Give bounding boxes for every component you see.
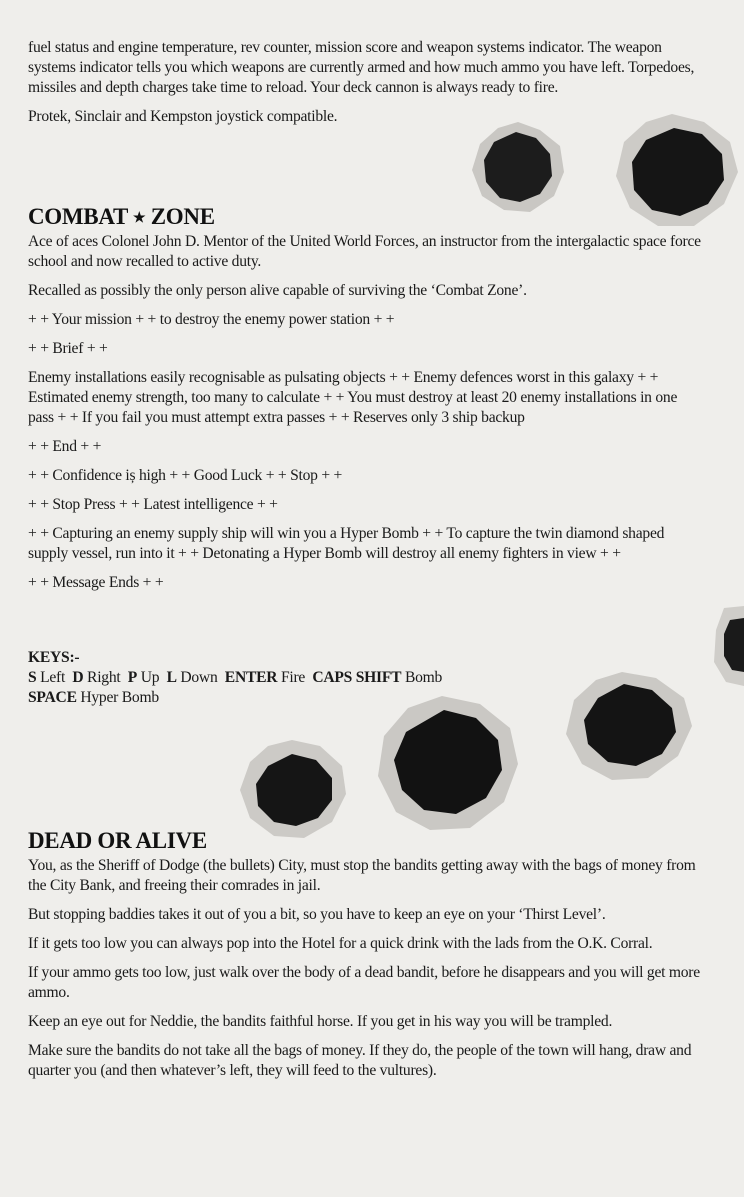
keys-line: S Left D Right P Up L Down ENTER Fire CAPS SHIFT Bomb xyxy=(28,669,443,686)
combat-zone-paragraph: + + Message Ends + + xyxy=(28,574,164,591)
bullet-hole-icon xyxy=(372,694,520,834)
keys-heading: KEYS:- xyxy=(28,649,80,666)
combat-zone-paragraph: Ace of aces Colonel John D. Mentor of the United World Forces, an instructor from the intergalactic space force school and now recalled to active duty. xyxy=(28,233,701,270)
dead-or-alive-paragraph: If it gets too low you can always pop into the Hotel for a quick drink with the lads from the O.K. Corral. xyxy=(28,935,653,952)
star-icon: ★ xyxy=(133,211,146,227)
bullet-hole-icon xyxy=(560,670,694,782)
combat-zone-paragraph: + + Your mission + + to destroy the enemy power station + + xyxy=(28,311,395,328)
dead-or-alive-paragraph: If your ammo gets too low, just walk over the body of a dead bandit, before he disappears and you will get more ammo. xyxy=(28,964,700,1001)
dead-or-alive-paragraph: You, as the Sheriff of Dodge (the bullets) City, must stop the bandits getting away with the bags of money from the City Bank, and freeing their comrades in jail. xyxy=(28,857,696,894)
combat-zone-body xyxy=(28,232,704,602)
dead-or-alive-paragraph: Keep an eye out for Neddie, the bandits faithful horse. If you get in his way you will be trampled. xyxy=(28,1013,613,1030)
combat-zone-paragraph: + + Capturing an enemy supply ship will win you a Hyper Bomb + + To capture the twin diamond shaped supply vessel, run into it + + Detonating a Hyper Bomb will destroy all enemy fighters in view + + xyxy=(28,525,665,562)
bullet-hole-icon xyxy=(238,738,348,840)
combat-zone-paragraph: + + End + + xyxy=(28,438,102,455)
combat-zone-paragraph: + + Stop Press + + Latest intelligence + + xyxy=(28,496,278,513)
combat-zone-title: COMBAT ★ ZONE xyxy=(28,204,215,229)
intro-section xyxy=(28,38,704,136)
keys-section xyxy=(28,648,568,708)
dead-or-alive-title: DEAD OR ALIVE xyxy=(28,828,207,853)
keys-line: SPACE Hyper Bomb xyxy=(28,689,159,706)
intro-paragraph: Protek, Sinclair and Kempston joystick compatible. xyxy=(28,108,338,125)
intro-paragraph: fuel status and engine temperature, rev counter, mission score and weapon systems indicator. The weapon systems indicator tells you which weapons are currently armed and how much ammo you have left. Torpedoes, missiles and depth charges take time to reload. Your deck cannon is always ready to fire. xyxy=(28,39,695,96)
dead-or-alive-paragraph: Make sure the bandits do not take all the bags of money. If they do, the people of the town will hang, draw and quarter you (and then whatever’s left, they will feed to the vultures). xyxy=(28,1042,692,1079)
dead-or-alive-paragraph: But stopping baddies takes it out of you a bit, so you have to keep an eye on your ‘Thirst Level’. xyxy=(28,906,606,923)
dead-or-alive-body xyxy=(28,856,704,1090)
combat-zone-paragraph: + + Confidence iș high + + Good Luck + + Stop + + xyxy=(28,467,343,484)
bullet-hole-icon xyxy=(712,606,744,686)
combat-zone-paragraph: Recalled as possibly the only person alive capable of surviving the ‘Combat Zone’. xyxy=(28,282,527,299)
combat-zone-paragraph: + + Brief + + xyxy=(28,340,108,357)
combat-zone-paragraph: Enemy installations easily recognisable as pulsating objects + + Enemy defences worst in this galaxy + + Estimated enemy strength, too many to calculate + + You must destroy at least 20 enemy installations in one pass + + If you fail you must attempt extra passes + + Reserves only 3 ship backup xyxy=(28,369,678,426)
